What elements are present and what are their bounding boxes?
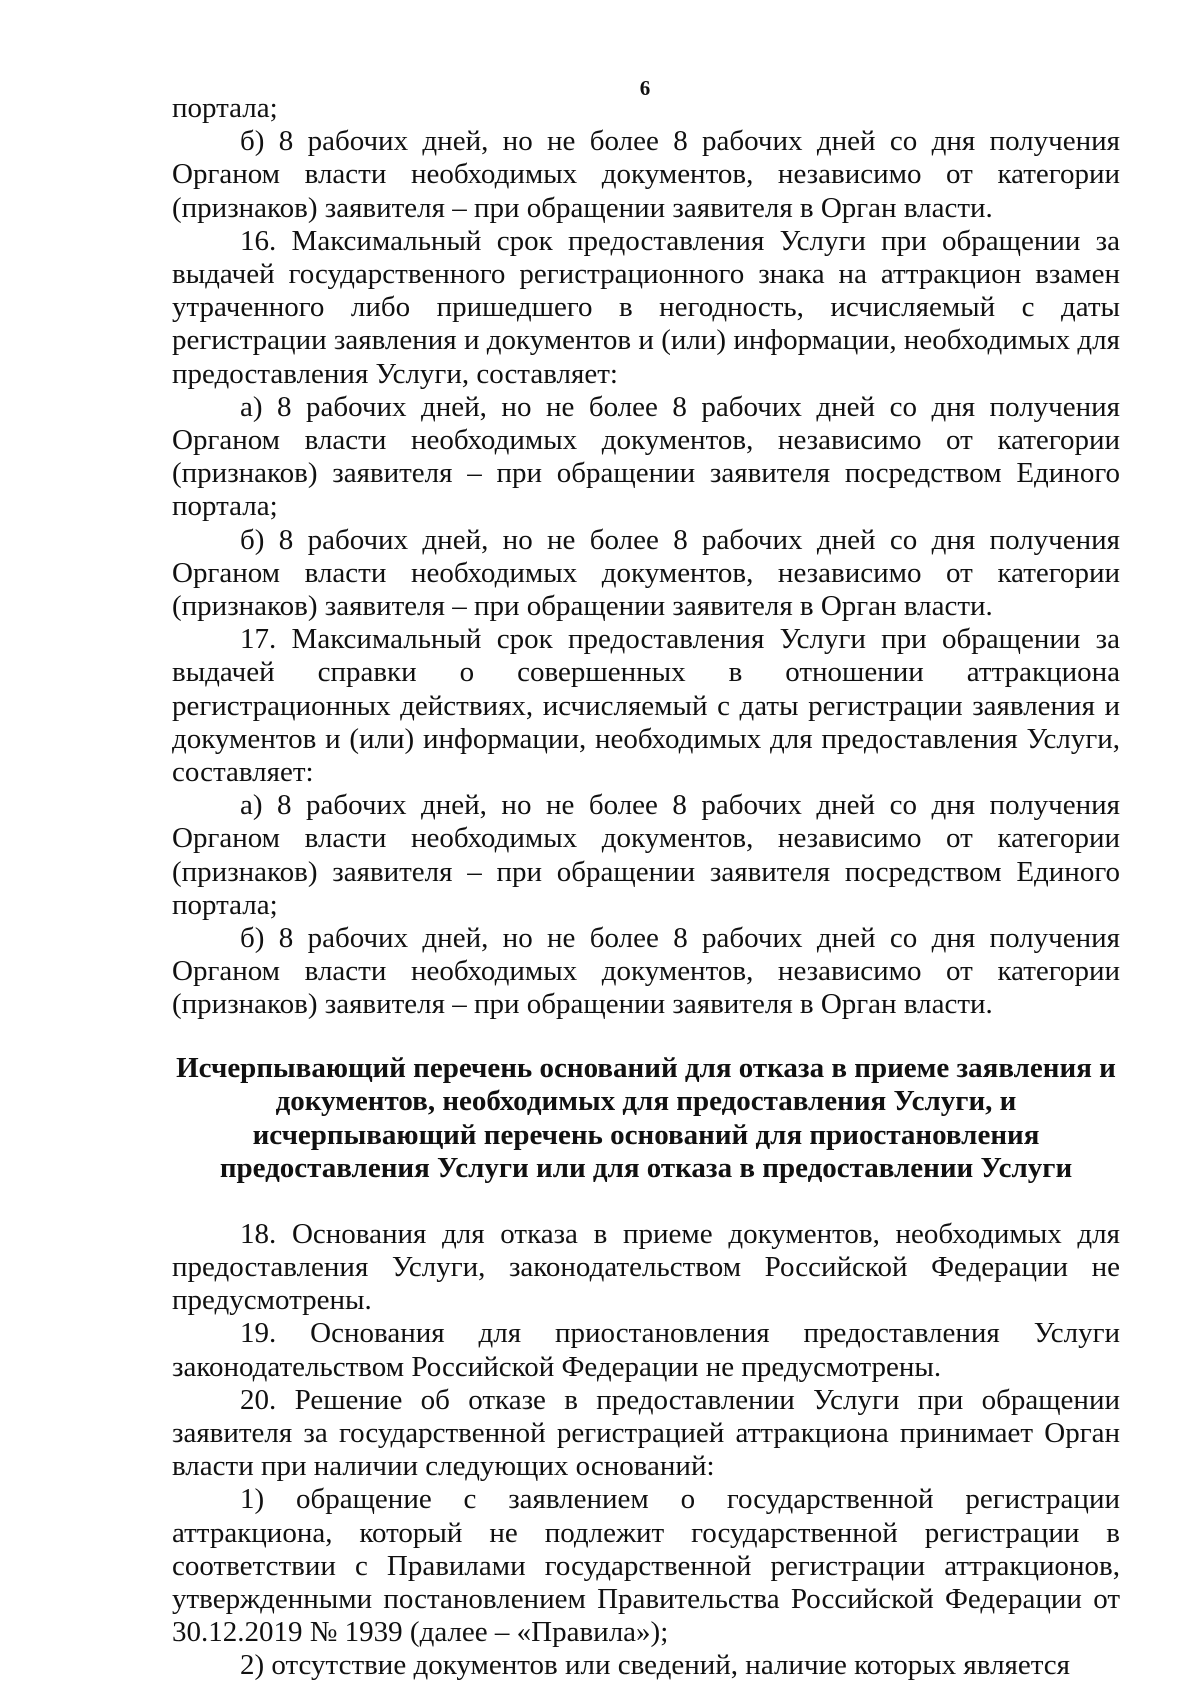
paragraph: 19. Основания для приостановления предоставления Услуги законодательством Российской Федерации не предусмотрены.: [172, 1317, 1120, 1383]
paragraph: 17. Максимальный срок предоставления Услуги при обращении за выдачей справки о совершенных в отношении аттракциона регистрационных действиях, исчисляемый с даты регистрации заявления и документов и (или) информации, необходимых для предоставления Услуги, составляет:: [172, 623, 1120, 789]
paragraph: 2) отсутствие документов или сведений, наличие которых является: [240, 1649, 1070, 1682]
paragraph: портала;: [172, 92, 278, 124]
paragraph: 18. Основания для отказа в приеме документов, необходимых для предоставления Услуги, законодательством Российской Федерации не предусмотрены.: [172, 1217, 1120, 1317]
paragraph: 1) обращение с заявлением о государственной регистрации аттракциона, который не подлежит государственной регистрации в соответствии с Правилами государственной регистрации аттракционов, утвержденными постановлением Правительства Российской Федерации от 30.12.2019 № 1939 (далее – «Правила»);: [172, 1483, 1120, 1649]
document-body: [172, 92, 1120, 1683]
paragraph: 20. Решение об отказе в предоставлении Услуги при обращении заявителя за государственной регистрацией аттракциона принимает Орган власти при наличии следующих оснований:: [172, 1383, 1120, 1483]
paragraph: б) 8 рабочих дней, но не более 8 рабочих дней со дня получения Органом власти необходимых документов, независимо от категории (признаков) заявителя – при обращении заявителя в Орган власти.: [172, 523, 1120, 623]
paragraph: 16. Максимальный срок предоставления Услуги при обращении за выдачей государственного регистрационного знака на аттракцион взамен утраченного либо пришедшего в негодность, исчисляемый с даты регистрации заявления и документов и (или) информации, необходимых для предоставления Услуги, составляет:: [172, 224, 1120, 390]
paragraph: а) 8 рабочих дней, но не более 8 рабочих дней со дня получения Органом власти необходимых документов, независимо от категории (признаков) заявителя – при обращении заявителя посредством Единого портала;: [172, 390, 1120, 523]
paragraph: б) 8 рабочих дней, но не более 8 рабочих дней со дня получения Органом власти необходимых документов, независимо от категории (признаков) заявителя – при обращении заявителя в Орган власти.: [172, 922, 1120, 1021]
paragraph: а) 8 рабочих дней, но не более 8 рабочих дней со дня получения Органом власти необходимых документов, независимо от категории (признаков) заявителя – при обращении заявителя посредством Единого портала;: [172, 789, 1120, 921]
section-heading: Исчерпывающий перечень оснований для отказа в приеме заявления и документов, необходимых для предоставления Услуги, и исчерпывающий перечень оснований для приостановления предоставления Услуги или для отказа в предоставлении Услуги: [176, 1051, 1116, 1185]
paragraph: б) 8 рабочих дней, но не более 8 рабочих дней со дня получения Органом власти необходимых документов, независимо от категории (признаков) заявителя – при обращении заявителя в Орган власти.: [172, 125, 1120, 224]
page-number: 6: [639, 76, 651, 100]
